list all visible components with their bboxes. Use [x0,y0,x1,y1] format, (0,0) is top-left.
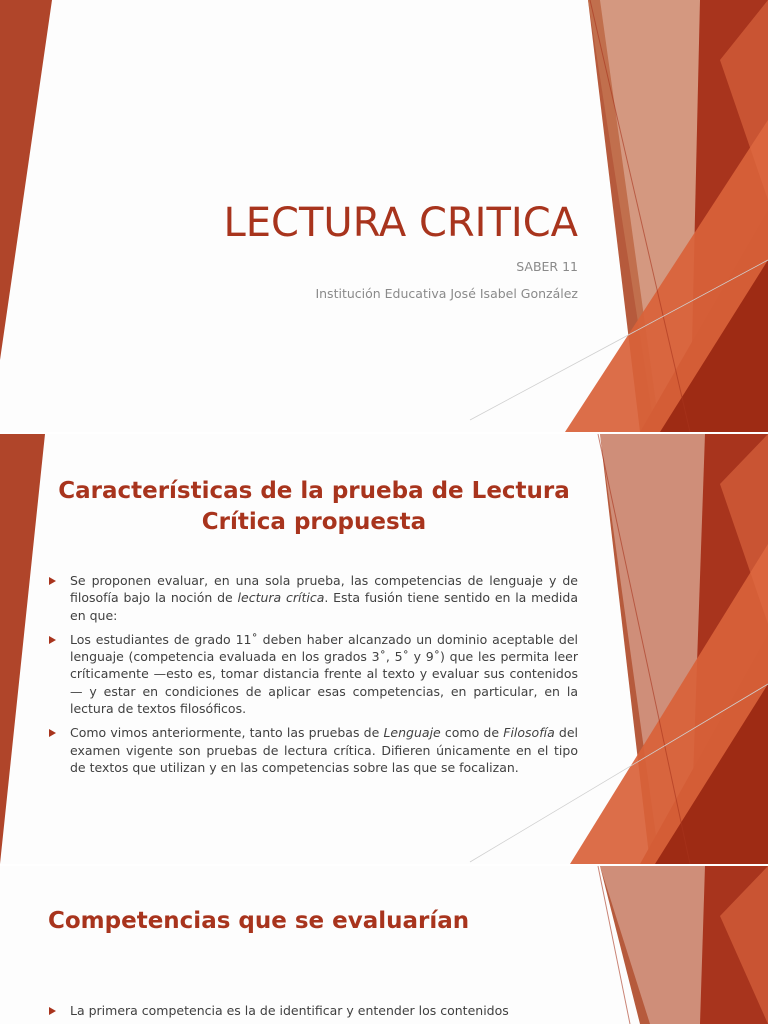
list-item: Como vimos anteriormente, tanto las pruebas de Lenguaje como de Filosofía del examen vigente son pruebas de lectura crítica. Difieren únicamente en el tipo de textos que utilizan y en las competencias sobre las que se focalizan. [48,724,578,776]
slide-2-title-line1: Características de la prueba de Lectura [58,478,570,504]
subtitle-institution: Institución Educativa José Isabel González [315,286,578,301]
slide-3-decoration [0,866,768,1024]
slide-2-title-line2: Crítica propuesta [201,509,427,535]
left-red-triangle [0,434,45,864]
list-item: Se proponen evaluar, en una sola prueba, las competencias de lenguaje y de filosofía bajo la noción de lectura crítica. Esta fusión tiene sentido en la medida en que: [48,572,578,624]
triangle-bullet-icon [49,1007,56,1015]
slide-2 [0,434,768,864]
left-red-triangle [0,0,52,360]
slide-2-title [40,476,588,538]
slide-1 [0,0,768,432]
slide-2-bullet-list [48,572,578,783]
list-item: La primera competencia es la de identificar y entender los contenidos [48,1002,578,1019]
presentation-title: LECTURA CRITICA [223,200,578,246]
slide-3-title: Competencias que se evaluarían [48,908,470,934]
triangle-bullet-icon [49,729,56,737]
subtitle-saber: SABER 11 [516,259,578,274]
slide-3-bullet-list [48,1002,578,1024]
triangle-bullet-icon [49,577,56,585]
list-item: Los estudiantes de grado 11˚ deben haber alcanzado un dominio aceptable del lenguaje (competencia evaluada en los grados 3˚, 5˚ y 9˚) que les permita leer críticamente —esto es, tomar distancia frente al texto y evaluar sus contenidos— y estar en condiciones de aplicar esas competencias, en particular, en la lectura de textos filosóficos. [48,631,578,717]
triangle-bullet-icon [49,636,56,644]
slide-3 [0,866,768,1024]
